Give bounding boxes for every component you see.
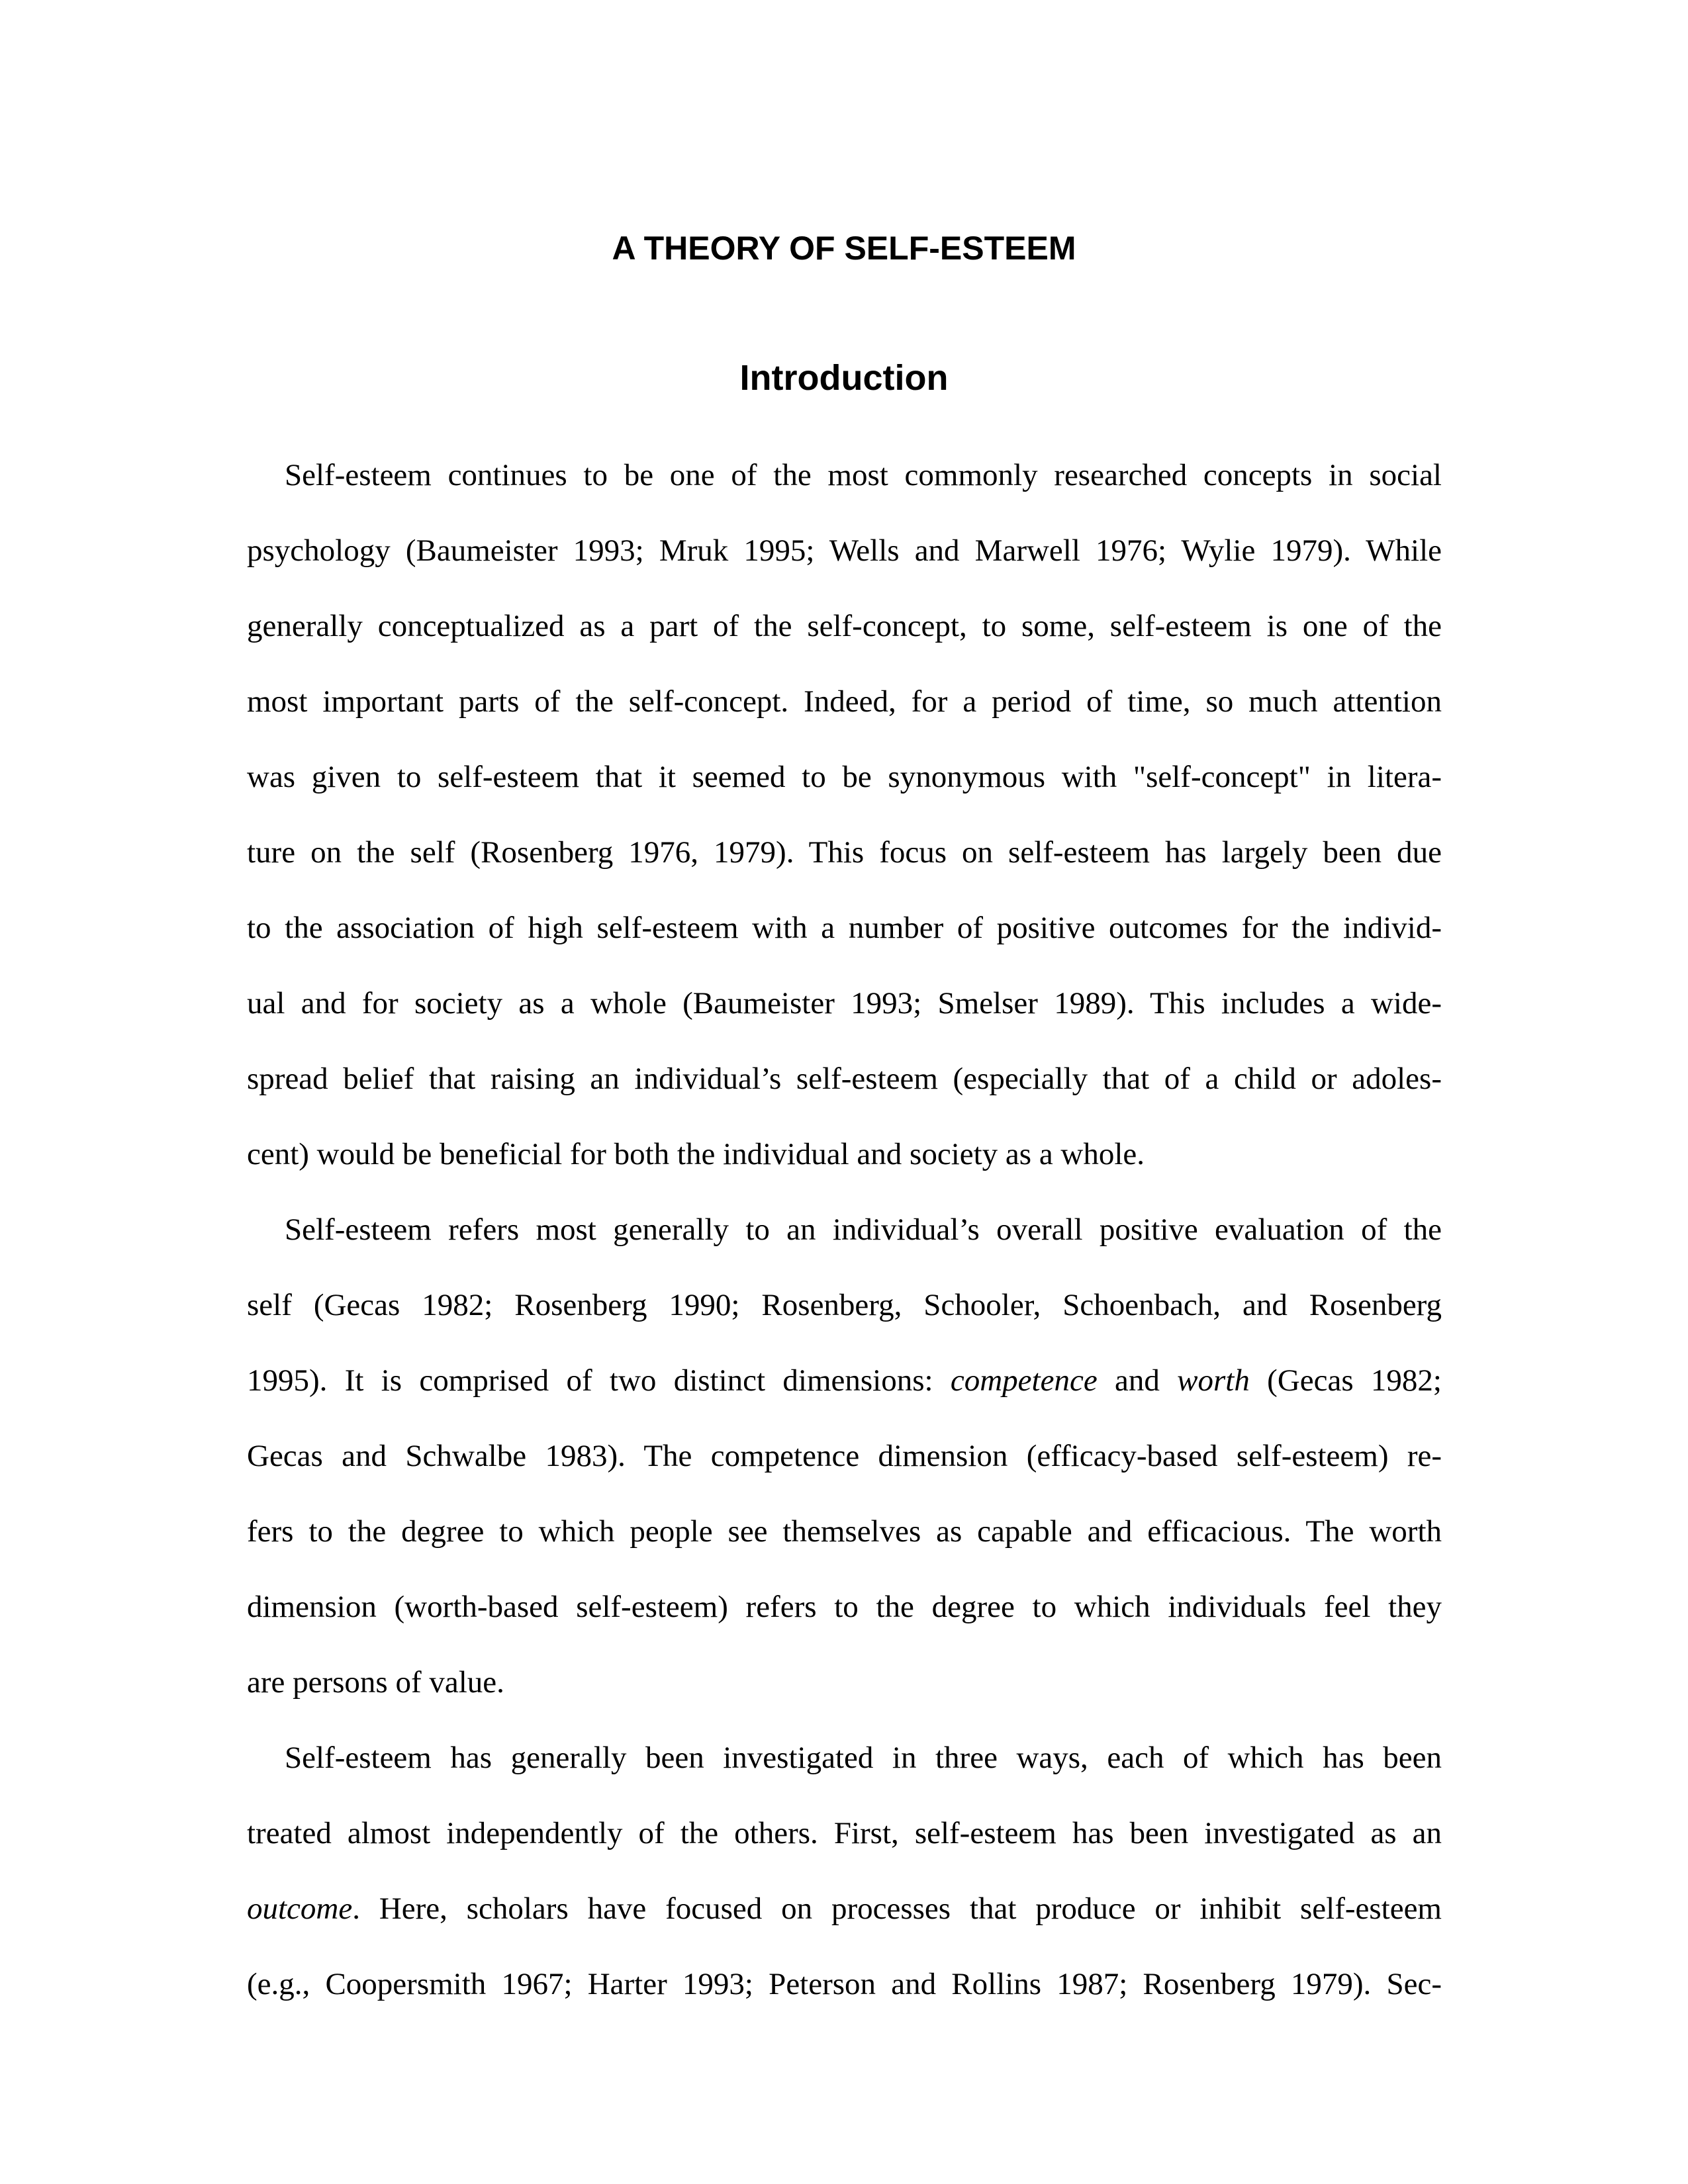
section-heading: Introduction: [739, 358, 949, 398]
paragraph-line: fers to the degree to which people see themselves as capable and efficacious. The worth: [247, 1514, 1442, 1549]
paragraph-line: was given to self-esteem that it seemed to be synonymous with "self-concept" in litera-: [247, 760, 1442, 794]
paragraph-line: Gecas and Schwalbe 1983). The competence dimension (efficacy-based self-esteem) re-: [247, 1439, 1442, 1473]
paragraph-line: Self-esteem has generally been investigated in three ways, each of which has been: [285, 1741, 1442, 1775]
paragraph-line: are persons of value.: [247, 1665, 504, 1700]
paragraph-line: psychology (Baumeister 1993; Mruk 1995; Wells and Marwell 1976; Wylie 1979). While: [247, 533, 1442, 568]
paragraph-line: spread belief that raising an individual’s self-esteem (especially that of a child or adoles-: [247, 1062, 1442, 1096]
italic-term-outcome: outcome: [247, 1891, 353, 1926]
line-text: 1995). It is comprised of two distinct dimensions:: [247, 1363, 951, 1398]
paragraph-line: ture on the self (Rosenberg 1976, 1979). This focus on self-esteem has largely been due: [247, 835, 1442, 870]
paragraph-line: ual and for society as a whole (Baumeister 1993; Smelser 1989). This includes a wide-: [247, 986, 1442, 1021]
paragraph-line: (e.g., Coopersmith 1967; Harter 1993; Peterson and Rollins 1987; Rosenberg 1979). Sec-: [247, 1967, 1442, 2001]
paragraph-line: treated almost independently of the others. First, self-esteem has been investigated as an: [247, 1816, 1442, 1850]
paragraph-line: self (Gecas 1982; Rosenberg 1990; Rosenberg, Schooler, Schoenbach, and Rosenberg: [247, 1288, 1442, 1322]
paragraph-line: dimension (worth-based self-esteem) refers to the degree to which individuals feel they: [247, 1590, 1442, 1624]
italic-term-competence: competence: [950, 1363, 1098, 1398]
paragraph-line: cent) would be beneficial for both the individual and society as a whole.: [247, 1137, 1145, 1171]
paragraph-line: [247, 1889, 1442, 1929]
paragraph-line: generally conceptualized as a part of the self-concept, to some, self-esteem is one of the: [247, 609, 1442, 643]
paragraph-line: to the association of high self-esteem with a number of positive outcomes for the individ-: [247, 911, 1442, 945]
paragraph-line: [247, 1361, 1442, 1400]
paragraph-line: Self-esteem refers most generally to an individual’s overall positive evaluation of the: [285, 1212, 1442, 1247]
paragraph-line: most important parts of the self-concept. Indeed, for a period of time, so much attention: [247, 684, 1442, 719]
line-text: . Here, scholars have focused on processes that produce or inhibit self-esteem: [352, 1891, 1442, 1926]
italic-term-worth: worth: [1177, 1363, 1250, 1398]
paragraph-line: Self-esteem continues to be one of the most commonly researched concepts in social: [285, 458, 1442, 492]
line-text: (Gecas 1982;: [1249, 1363, 1442, 1398]
line-text: and: [1097, 1363, 1178, 1398]
document-title: A THEORY OF SELF-ESTEEM: [612, 230, 1076, 267]
